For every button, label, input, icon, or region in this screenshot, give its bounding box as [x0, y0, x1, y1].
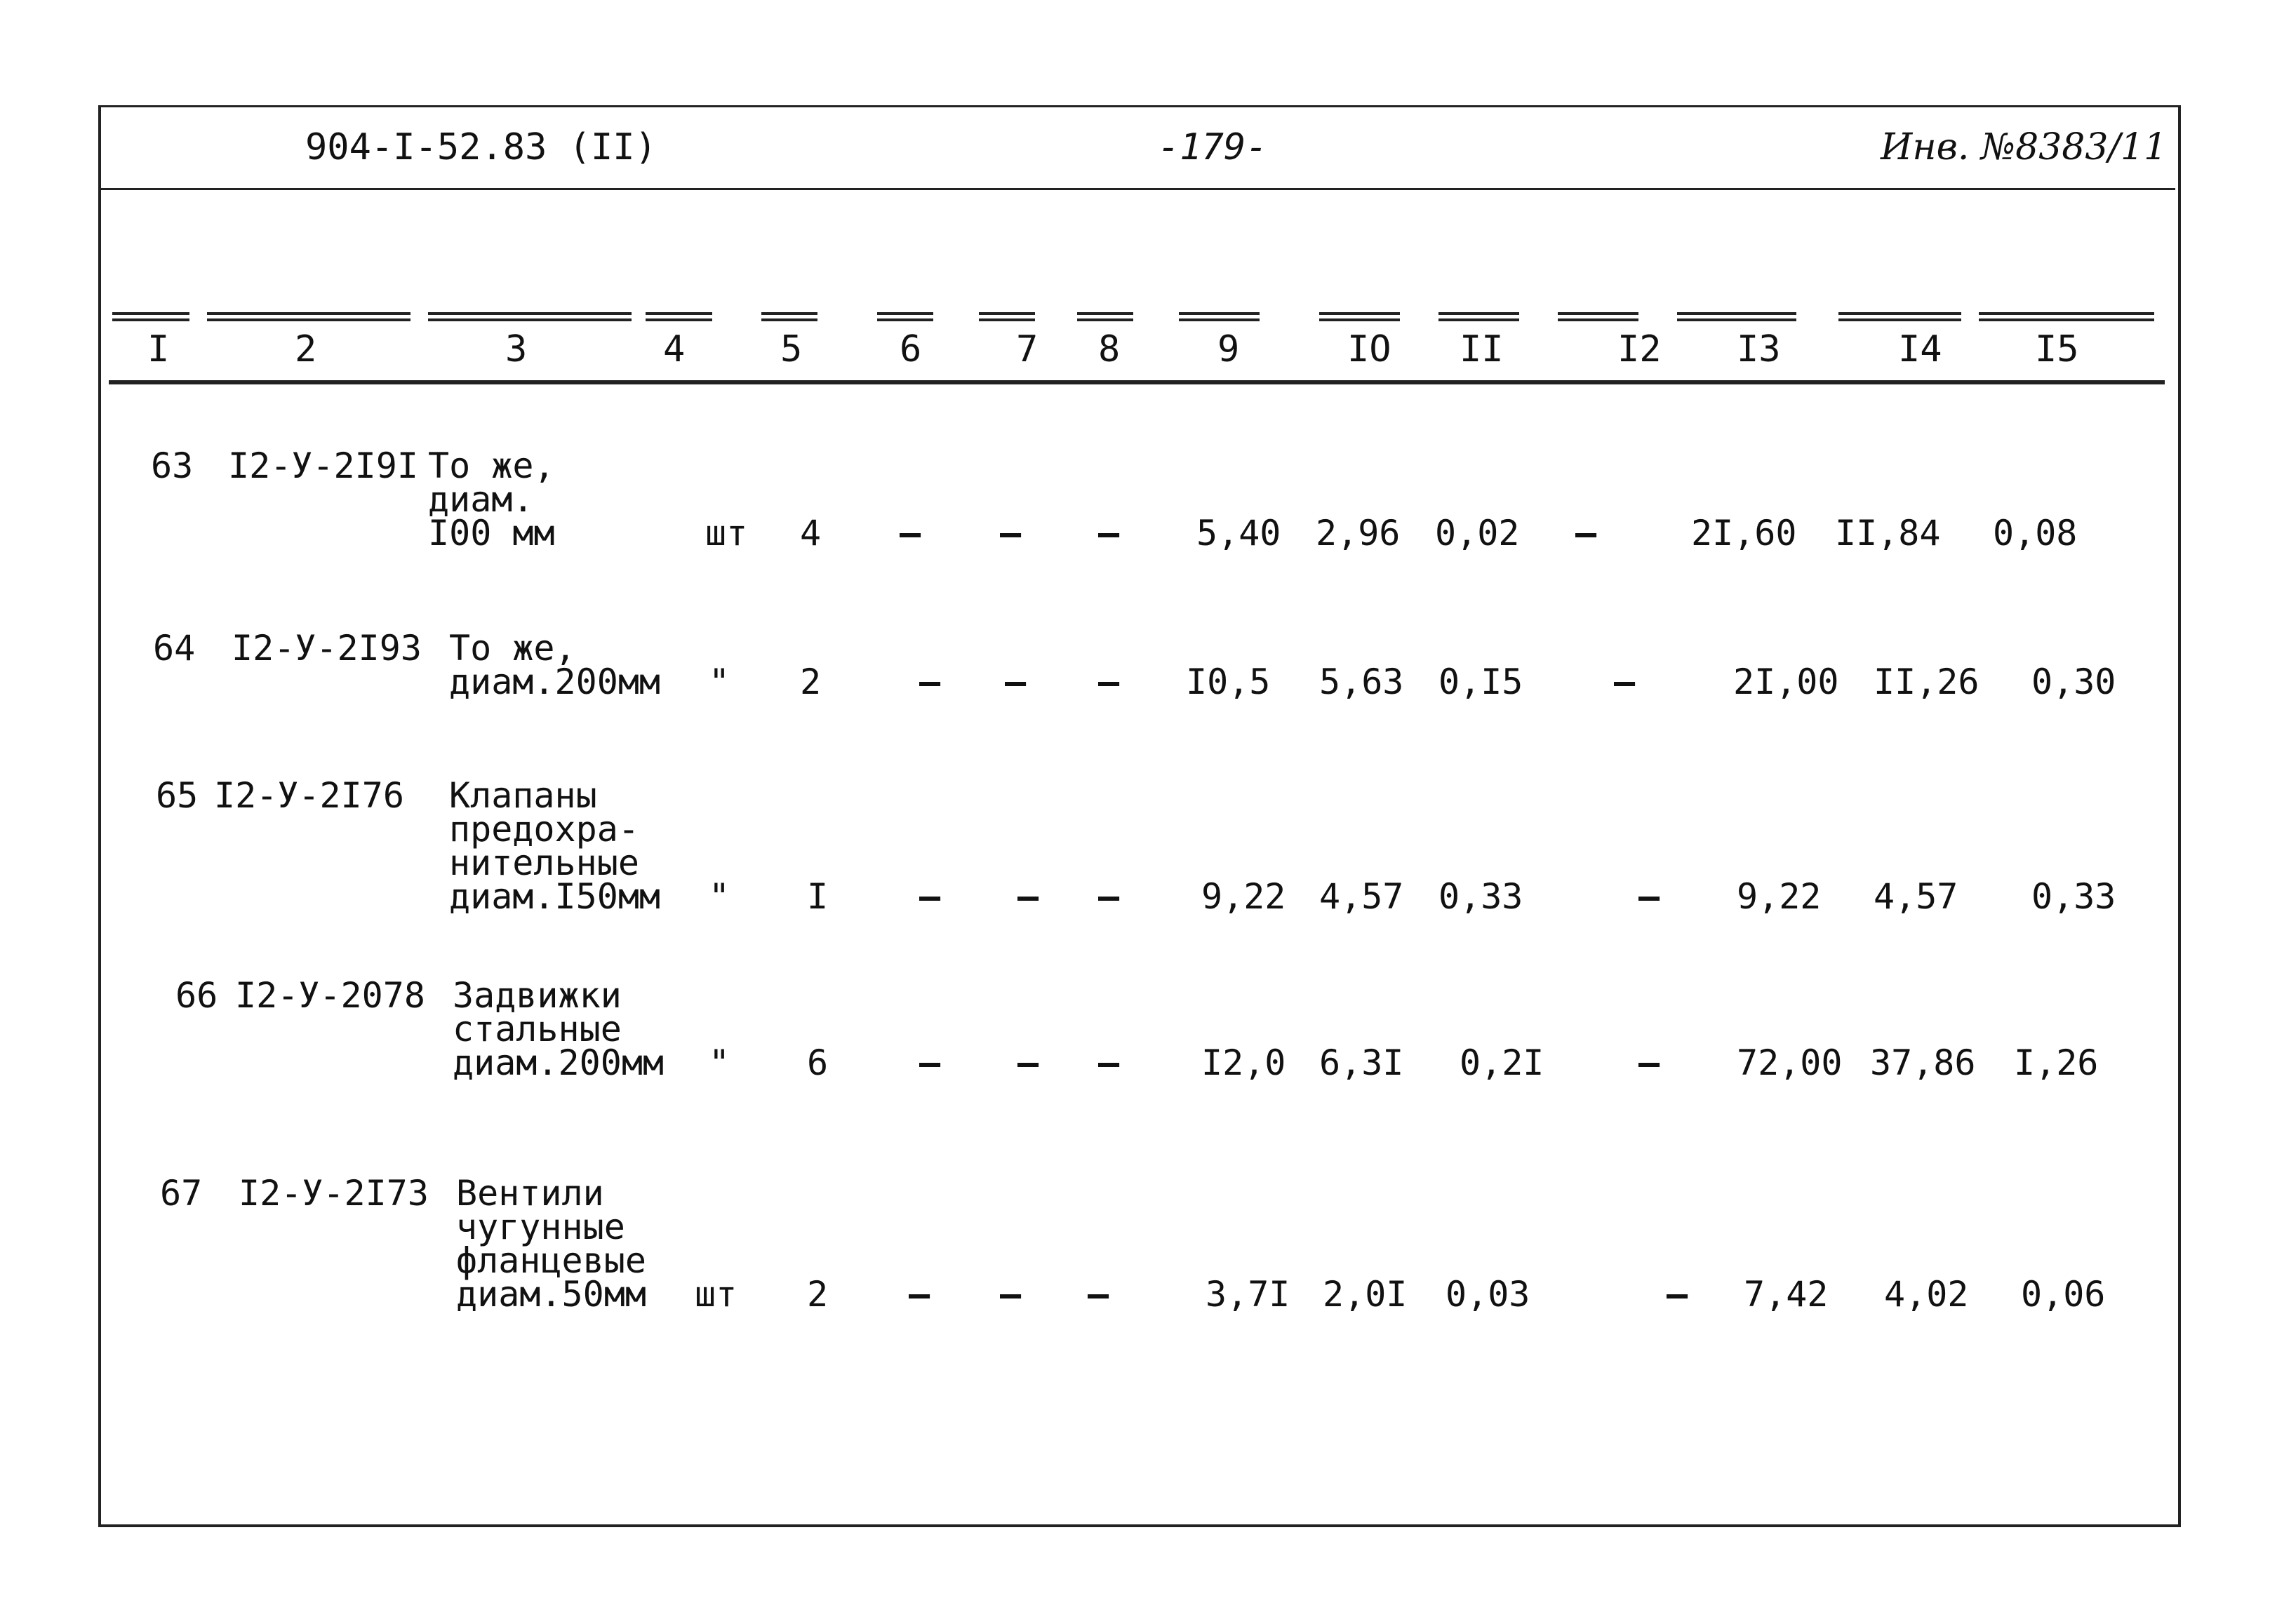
quantity: I — [807, 876, 829, 917]
col-num-3: 3 — [505, 328, 528, 370]
col-num-9: 9 — [1217, 328, 1240, 370]
col14-value: II,26 — [1874, 662, 1979, 702]
column-header-bottom-rule — [109, 380, 2165, 384]
col9-value: 9,22 — [1201, 876, 1286, 917]
col-num-15: I5 — [2035, 328, 2079, 370]
row-number: 64 — [153, 628, 196, 669]
col6-value: – — [919, 662, 941, 702]
col12-value: – — [1575, 513, 1597, 553]
col-num-13: I3 — [1737, 328, 1781, 370]
quantity: 2 — [800, 662, 822, 702]
col13-value: 7,42 — [1744, 1274, 1829, 1315]
item-code: I2-У-2I93 — [232, 628, 422, 669]
col9-value: 3,7I — [1206, 1274, 1290, 1315]
unit: " — [709, 662, 730, 702]
col13-value: 72,00 — [1737, 1042, 1843, 1083]
col6-value: – — [909, 1274, 930, 1315]
document-code: 904-I-52.83 (II) — [305, 126, 657, 168]
col-num-7: 7 — [1016, 328, 1039, 370]
col10-value: 5,63 — [1319, 662, 1404, 702]
col12-value: – — [1638, 876, 1660, 917]
col9-value: I0,5 — [1186, 662, 1271, 702]
row-number: 63 — [151, 445, 194, 486]
col7-value: – — [1017, 1042, 1039, 1083]
col7-value: – — [1017, 876, 1039, 917]
col-num-6: 6 — [900, 328, 922, 370]
col-num-1: I — [147, 328, 170, 370]
col-num-8: 8 — [1098, 328, 1121, 370]
row-number: 67 — [160, 1173, 203, 1214]
col13-value: 9,22 — [1737, 876, 1822, 917]
inventory-number: Инв. №8383/11 — [1881, 126, 2168, 168]
col12-value: – — [1614, 662, 1636, 702]
col-num-10: IO — [1347, 328, 1391, 370]
col-num-5: 5 — [780, 328, 803, 370]
col12-value: – — [1638, 1042, 1660, 1083]
col6-value: – — [900, 513, 921, 553]
col14-value: II,84 — [1835, 513, 1941, 553]
quantity: 6 — [807, 1042, 829, 1083]
header-rule — [98, 188, 2175, 190]
col14-value: 4,02 — [1884, 1274, 1969, 1315]
col11-value: 0,I5 — [1438, 662, 1523, 702]
page-number: -179- — [1158, 126, 1268, 168]
col7-value: – — [1005, 662, 1027, 702]
unit: " — [709, 876, 730, 917]
item-code: I2-У-2078 — [235, 975, 425, 1016]
col12-value: – — [1667, 1274, 1688, 1315]
col-num-14: I4 — [1898, 328, 1942, 370]
col15-value: 0,06 — [2021, 1274, 2106, 1315]
col15-value: 0,08 — [1993, 513, 2078, 553]
col11-value: 0,33 — [1438, 876, 1523, 917]
item-code: I2-У-2I9I — [228, 445, 418, 486]
item-name: Клапаны предохра-нительные диам.I50мм — [449, 775, 661, 917]
item-name: Вентили чугунные фланцевые диам.50мм — [456, 1173, 646, 1315]
col11-value: 0,03 — [1446, 1274, 1530, 1315]
quantity: 4 — [800, 513, 822, 553]
col14-value: 4,57 — [1874, 876, 1958, 917]
col11-value: 0,2I — [1460, 1042, 1544, 1083]
col7-value: – — [1000, 513, 1022, 553]
col10-value: 2,96 — [1316, 513, 1401, 553]
item-name: То же, диам.200мм — [449, 628, 661, 702]
col10-value: 2,0I — [1323, 1274, 1408, 1315]
unit: шт — [695, 1274, 737, 1315]
row-number: 66 — [175, 975, 218, 1016]
col10-value: 4,57 — [1319, 876, 1404, 917]
col15-value: 0,30 — [2031, 662, 2116, 702]
item-code: I2-У-2I73 — [239, 1173, 429, 1214]
col14-value: 37,86 — [1870, 1042, 1976, 1083]
col7-value: – — [1000, 1274, 1022, 1315]
col8-value: – — [1088, 1274, 1109, 1315]
item-name: То же, диам. I00 мм — [428, 445, 555, 553]
column-header-top-rule — [112, 312, 2161, 323]
col8-value: – — [1098, 876, 1120, 917]
unit: " — [709, 1042, 730, 1083]
item-name: Задвижки стальные диам.200мм — [453, 975, 665, 1083]
col8-value: – — [1098, 662, 1120, 702]
unit: шт — [705, 513, 748, 553]
item-code: I2-У-2I76 — [214, 775, 404, 816]
col9-value: I2,0 — [1201, 1042, 1286, 1083]
col15-value: 0,33 — [2031, 876, 2116, 917]
col6-value: – — [919, 876, 941, 917]
col15-value: I,26 — [2014, 1042, 2099, 1083]
col13-value: 2I,00 — [1733, 662, 1839, 702]
col9-value: 5,40 — [1196, 513, 1281, 553]
col8-value: – — [1098, 513, 1120, 553]
col10-value: 6,3I — [1319, 1042, 1404, 1083]
col-num-11: II — [1460, 328, 1504, 370]
col13-value: 2I,60 — [1691, 513, 1797, 553]
row-number: 65 — [156, 775, 199, 816]
quantity: 2 — [807, 1274, 829, 1315]
col6-value: – — [919, 1042, 941, 1083]
col-num-12: I2 — [1617, 328, 1662, 370]
col-num-4: 4 — [663, 328, 686, 370]
col-num-2: 2 — [295, 328, 317, 370]
col11-value: 0,02 — [1435, 513, 1520, 553]
col8-value: – — [1098, 1042, 1120, 1083]
